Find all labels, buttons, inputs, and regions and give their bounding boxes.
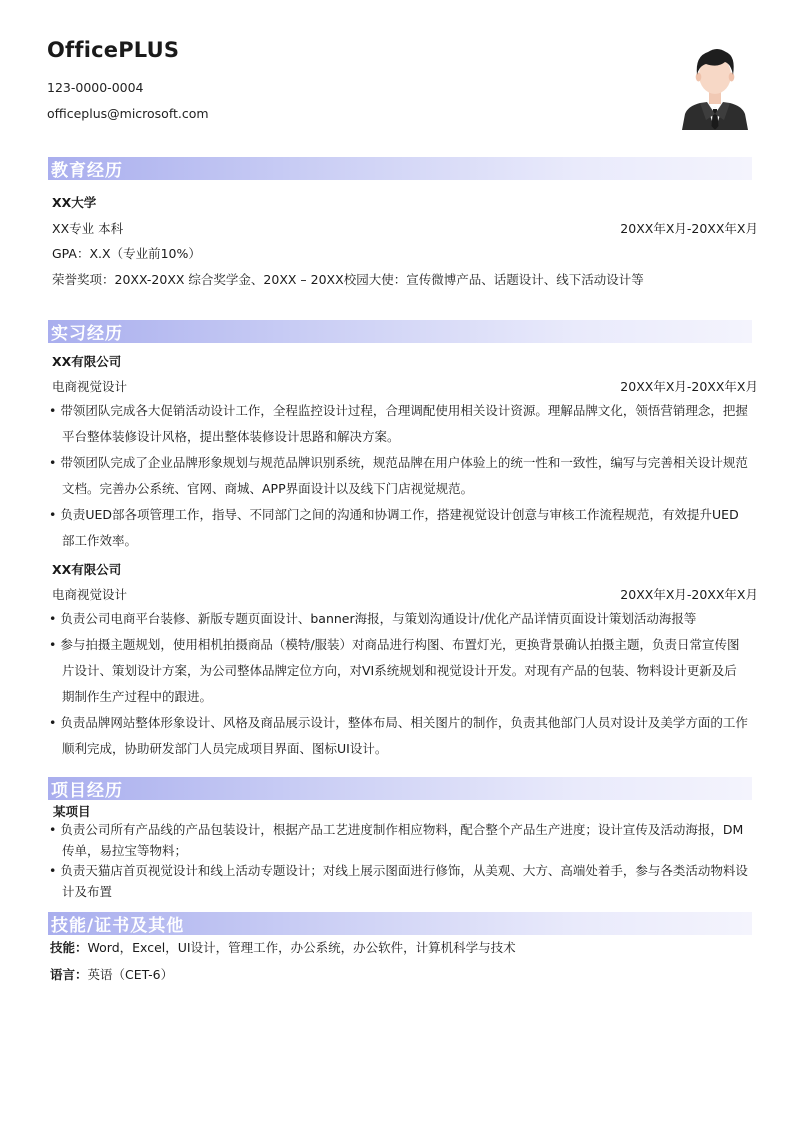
resume-name: OfficePLUS	[47, 38, 180, 62]
job-bullets	[49, 606, 749, 762]
project-bullet: • 负责天猫店首页视觉设计和线上活动专题设计；对线上展示图面进行修饰，从美观、大方、高端处着手，参与各类活动物料设计及布置	[49, 863, 748, 899]
school-name: XX大学	[52, 195, 97, 210]
job-bullet: • 负责公司电商平台装修、新版专题页面设计、banner海报，与策划沟通设计/优化产品详情页面设计策划活动海报等	[49, 611, 697, 626]
phone-number: 123-0000-0004	[47, 80, 144, 95]
skills-line	[50, 938, 516, 956]
section-header-skills	[48, 912, 752, 935]
job-bullet: • 负责品牌网站整体形象设计、风格及商品展示设计，整体布局、相关图片的制作，负责其他部门人员对设计及美学方面的工作顺利完成，协助研发部门人员完成项目界面、图标UI设计。	[49, 715, 748, 756]
language-line	[50, 965, 173, 983]
section-title-internship: 实习经历	[51, 324, 123, 344]
project-bullet: • 负责公司所有产品线的产品包装设计，根据产品工艺进度制作相应物料，配合整个产品生产进度；设计宣传及活动海报，DM传单，易拉宝等物料；	[49, 822, 744, 858]
company-name: XX有限公司	[52, 562, 122, 577]
section-title-projects: 项目经历	[51, 781, 123, 801]
education-period: 20XX年X月-20XX年X月	[620, 221, 758, 236]
section-header-projects	[48, 777, 752, 800]
language-value: 英语（CET-6）	[87, 967, 174, 982]
avatar	[680, 42, 750, 130]
project-name: 某项目	[53, 804, 91, 819]
job-bullet: • 带领团队完成了企业品牌形象规划与规范品牌识别系统，规范品牌在用户体验上的统一性和一致性，编写与完善相关设计规范文档。完善办公系统、官网、商城、APP界面设计以及线下门店视觉规范。	[49, 455, 748, 496]
company-name: XX有限公司	[52, 354, 122, 369]
skills-label: 技能：	[50, 940, 88, 955]
job-role: 电商视觉设计	[52, 379, 128, 394]
job-bullet: • 负责UED部各项管理工作，指导、不同部门之间的沟通和协调工作，搭建视觉设计创意与审核工作流程规范，有效提升UED部工作效率。	[49, 507, 739, 548]
project-bullets	[49, 820, 749, 902]
job-bullet: • 带领团队完成各大促销活动设计工作，全程监控设计过程，合理调配使用相关设计资源。理解品牌文化，领悟营销理念，把握平台整体装修设计风格，提出整体装修设计思路和解决方案。	[49, 403, 748, 444]
job-role: 电商视觉设计	[52, 587, 128, 602]
section-title-education: 教育经历	[51, 161, 123, 181]
skills-value: Word，Excel，UI设计，管理工作，办公系统，办公软件，计算机科学与技术	[87, 940, 516, 955]
major-degree: XX专业 本科	[52, 221, 124, 236]
section-header-education	[48, 157, 752, 180]
section-header-internship	[48, 320, 752, 343]
section-title-skills: 技能/证书及其他	[51, 916, 185, 936]
job-bullet: • 参与拍摄主题规划，使用相机拍摄商品（模特/服装）对商品进行构图、布置灯光，更换背景确认拍摄主题，负责日常宣传图片设计、策划设计方案，为公司整体品牌定位方向，对VI系统规划和视觉设计开发。对现有产品的包装、物料设计更新及后期制作生产过程中的跟进。	[49, 637, 740, 704]
email-address: officeplus@microsoft.com	[47, 106, 209, 121]
gpa: GPA：X.X（专业前10%）	[52, 246, 201, 261]
job-period: 20XX年X月-20XX年X月	[620, 587, 758, 602]
job-period: 20XX年X月-20XX年X月	[620, 379, 758, 394]
job-bullets	[49, 398, 749, 554]
honors: 荣誉奖项：20XX-20XX 综合奖学金、20XX – 20XX校园大使：宣传微博产品、话题设计、线下活动设计等	[52, 272, 644, 287]
language-label: 语言：	[50, 967, 88, 982]
